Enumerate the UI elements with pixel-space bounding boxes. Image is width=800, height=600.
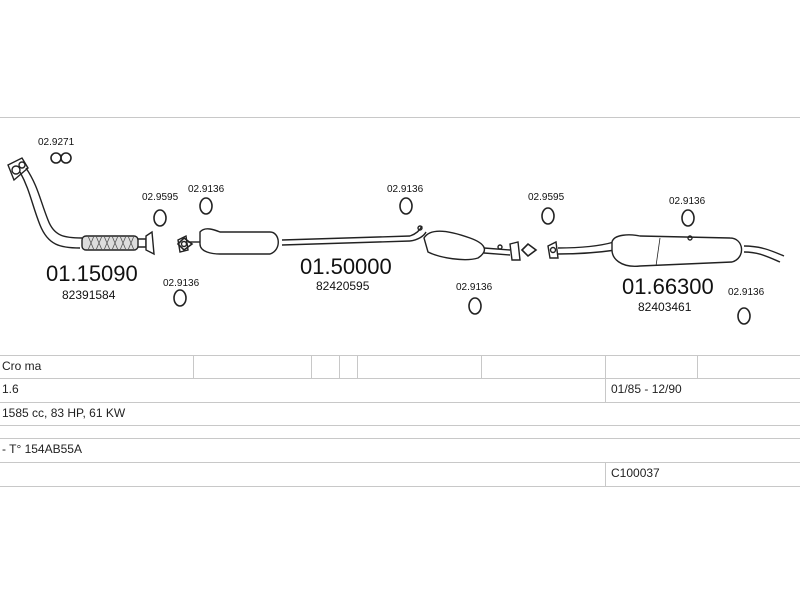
fitting-label-02-9136-c: 02.9136 <box>387 184 424 195</box>
fitting-ring-3 <box>174 290 186 306</box>
part-code-01-50000: 01.50000 <box>300 254 392 279</box>
table-col-divider-8 <box>605 378 606 402</box>
table-line-1 <box>0 355 800 356</box>
fitting-label-02-9595-a: 02.9595 <box>142 192 179 203</box>
table-line-6 <box>0 462 800 463</box>
front-pipe-tube <box>20 172 80 248</box>
rear-pipe-front-flange <box>548 242 558 258</box>
fitting-label-02-9271: 02.9271 <box>38 137 75 148</box>
table-col-divider-1 <box>193 355 194 378</box>
front-pipe-assembly <box>8 158 154 254</box>
table-col-divider-3 <box>339 355 340 378</box>
fitting-gasket-1 <box>51 153 71 163</box>
table-col-divider-5 <box>481 355 482 378</box>
middle-silencer-assembly <box>424 231 520 260</box>
middle-pipe-rear-flange <box>510 242 520 260</box>
catalog-code: C100037 <box>611 466 660 480</box>
fitting-ring-8 <box>738 308 750 324</box>
engine-specs: 1585 cc, 83 HP, 61 KW <box>2 406 126 420</box>
middle-silencer-box <box>424 231 484 259</box>
table-line-4 <box>0 425 800 426</box>
table-col-divider-4 <box>357 355 358 378</box>
fitting-clamp-2 <box>522 244 536 256</box>
flex-pipe <box>82 236 138 250</box>
fitting-label-02-9136-a: 02.9136 <box>188 184 225 195</box>
fitting-ring-4 <box>400 198 412 214</box>
fitting-label-02-9595-b: 02.9595 <box>528 192 565 203</box>
resonator-box <box>200 229 278 254</box>
part-code-01-66300: 01.66300 <box>622 274 714 299</box>
oem-code-82391584: 82391584 <box>62 288 116 302</box>
fitting-ring-2 <box>200 198 212 214</box>
rear-silencer-assembly <box>548 235 784 266</box>
production-date-range: 01/85 - 12/90 <box>611 382 682 396</box>
fitting-ring-6 <box>542 208 554 224</box>
fitting-ring-5 <box>469 298 481 314</box>
engine-size: 1.6 <box>2 382 19 396</box>
oem-code-82403461: 82403461 <box>638 300 692 314</box>
table-col-divider-6 <box>605 355 606 378</box>
fitting-label-02-9136-e: 02.9136 <box>669 196 706 207</box>
fitting-label-02-9136-b: 02.9136 <box>163 278 200 289</box>
table-line-2 <box>0 378 800 379</box>
table-col-divider-2 <box>311 355 312 378</box>
fitting-label-02-9136-d: 02.9136 <box>456 282 493 293</box>
oem-code-82420595: 82420595 <box>316 279 370 293</box>
engine-code: - T° 154AB55A <box>2 442 82 456</box>
table-line-5 <box>0 438 800 439</box>
table-line-3 <box>0 402 800 403</box>
manifold-flange <box>8 158 28 180</box>
part-labels <box>46 254 714 314</box>
table-col-divider-9 <box>605 462 606 486</box>
table-col-divider-7 <box>697 355 698 378</box>
front-pipe-rear-flange <box>146 232 154 254</box>
fitting-ring-1 <box>154 210 166 226</box>
center-pipe-assembly <box>178 226 426 254</box>
front-pipe-tube-inner <box>26 168 82 238</box>
part-code-01-15090: 01.15090 <box>46 261 138 286</box>
rear-silencer-box <box>612 235 742 266</box>
fitting-label-02-9136-f: 02.9136 <box>728 287 765 298</box>
vehicle-model: Cro ma <box>2 359 42 373</box>
fitting-ring-7 <box>682 210 694 226</box>
table-line-7 <box>0 486 800 487</box>
